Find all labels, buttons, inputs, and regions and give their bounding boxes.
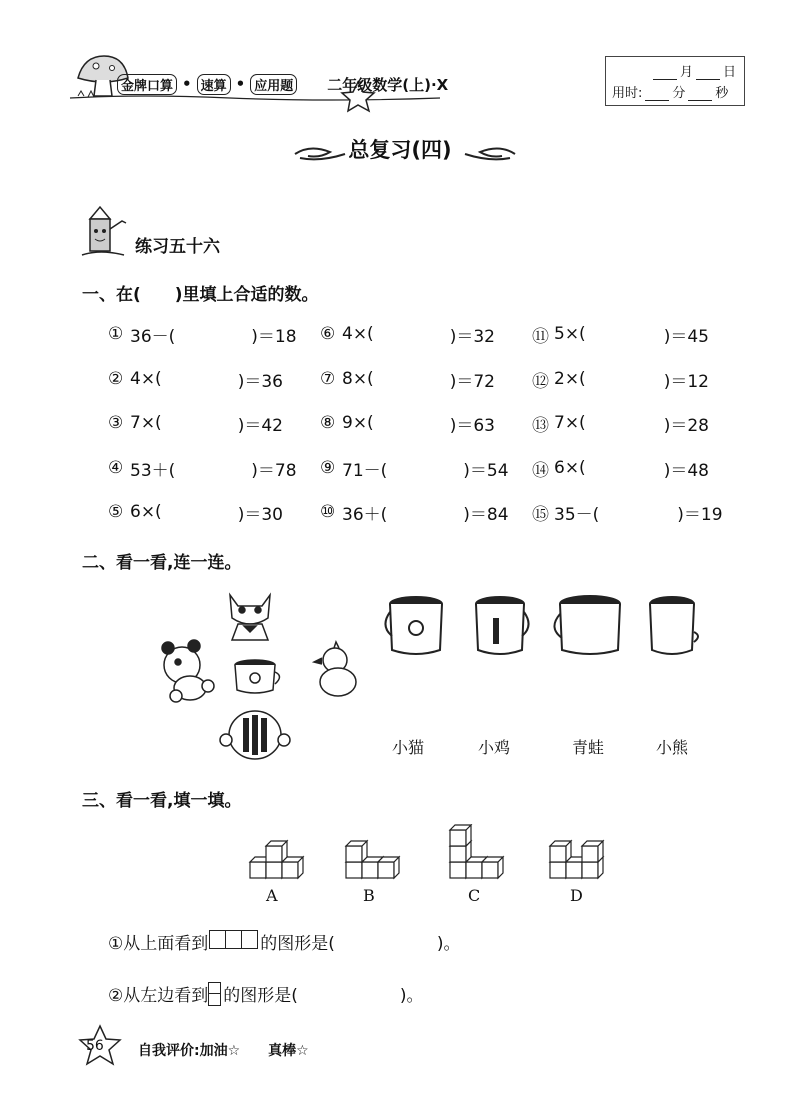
equation-number: ⑮ (532, 504, 549, 525)
equation-item (532, 322, 709, 346)
cup-label-chick: 小鸡 (478, 738, 511, 757)
section-2-heading: 二、看一看,连一连。 (82, 553, 242, 573)
cup-1-icon (385, 597, 442, 654)
figure-b (346, 841, 399, 878)
date-time-box (605, 56, 745, 106)
equation-right: )＝54 (463, 460, 509, 481)
equation-right: )＝30 (237, 504, 283, 525)
equation-item (108, 367, 283, 391)
equation-number: ⑩ (320, 502, 336, 522)
month-label: 月 (679, 65, 693, 80)
figure-d (550, 841, 603, 878)
equation-number: ⑥ (320, 324, 336, 344)
equation-right: )＝78 (251, 460, 297, 481)
equation-left: 35－( (554, 504, 600, 525)
cup-label-frog: 青蛙 (572, 738, 605, 757)
section-3-heading: 三、看一看,填一填。 (82, 791, 242, 811)
equation-item (532, 456, 709, 480)
figure-c (450, 825, 503, 878)
q2-text-before: ②从左边看到 (108, 986, 209, 1006)
equation-left: 6×( (130, 502, 162, 522)
cups-picture (380, 592, 710, 662)
equation-item (320, 456, 509, 480)
q2-answer-blank[interactable]: 的图形是( )。 (223, 986, 424, 1006)
exercise-title: 练习五十六 (135, 237, 220, 257)
equation-left: 7×( (554, 413, 586, 433)
day-label: 日 (722, 65, 736, 80)
figure-a (250, 841, 303, 878)
cup-4-icon (650, 597, 698, 654)
equation-right: )＝42 (237, 415, 283, 436)
header-series: 金牌口算 • 速算 • 应用题 二年级数学(上)·X (115, 71, 555, 97)
equation-number: ⑭ (532, 460, 549, 481)
equation-number: ⑧ (320, 413, 336, 433)
equation-item (108, 500, 283, 524)
equation-number: ④ (108, 458, 124, 478)
three-squares-icon (210, 930, 258, 954)
equation-right: )＝48 (663, 460, 709, 481)
equation-left: 4×( (130, 369, 162, 389)
equation-number: ⑤ (108, 502, 124, 522)
equation-item (108, 456, 297, 480)
equation-number: ⑫ (532, 371, 549, 392)
date-row (650, 61, 736, 80)
minute-label: 分 (672, 86, 686, 101)
self-evaluation: 自我评价:加油☆ 真棒☆ (138, 1043, 309, 1059)
equation-number: ⑬ (532, 415, 549, 436)
equation-number: ⑪ (532, 326, 549, 347)
figure-label-c: C (468, 886, 481, 905)
bear-figure (162, 640, 214, 702)
equation-number: ⑦ (320, 369, 336, 389)
series-part-1: 金牌口算 (117, 74, 177, 95)
q1-answer-blank[interactable]: 的图形是( )。 (260, 934, 461, 954)
equation-left: 6×( (554, 458, 586, 478)
equation-left: 71－( (342, 460, 388, 481)
equation-right: )＝18 (251, 326, 297, 347)
equation-number: ② (108, 369, 124, 389)
grade-label: 二年级数学(上)·X (327, 75, 449, 94)
second-label: 秒 (715, 86, 729, 101)
equation-left: 5×( (554, 324, 586, 344)
animals-picture (160, 590, 390, 765)
center-cup-figure (235, 660, 280, 693)
question-2 (108, 981, 424, 1006)
cup-2-icon (476, 597, 529, 654)
equation-right: )＝63 (449, 415, 495, 436)
frog-figure (220, 711, 290, 759)
equation-right: )＝45 (663, 326, 709, 347)
figure-label-a: A (266, 886, 278, 905)
equation-left: 2×( (554, 369, 586, 389)
series-part-3: 应用题 (250, 74, 297, 95)
page-title: 总复习(四) (348, 138, 452, 162)
page-number: 56 (86, 1038, 104, 1054)
question-1 (108, 929, 461, 954)
equation-item (320, 322, 495, 346)
equation-left: 7×( (130, 413, 162, 433)
cup-label-bear: 小熊 (656, 738, 689, 757)
equation-left: 9×( (342, 413, 374, 433)
equation-item (108, 322, 297, 346)
equation-item (532, 411, 709, 435)
equation-item (108, 411, 283, 435)
equation-number: ③ (108, 413, 124, 433)
time-row (612, 82, 728, 101)
chick-figure (314, 642, 356, 696)
equation-number: ⑨ (320, 458, 336, 478)
equation-right: )＝12 (663, 371, 709, 392)
equation-right: )＝28 (663, 415, 709, 436)
equation-item (320, 367, 495, 391)
equation-left: 53＋( (130, 460, 176, 481)
series-part-2: 速算 (197, 74, 231, 95)
q1-text-before: ①从上面看到 (108, 934, 209, 954)
time-label: 用时: (612, 86, 643, 101)
equation-left: 4×( (342, 324, 374, 344)
equation-left: 36＋( (342, 504, 388, 525)
cup-label-cat: 小猫 (392, 738, 425, 757)
cup-3-icon (554, 596, 620, 654)
equation-number: ① (108, 324, 124, 344)
section-1-heading: 一、在( )里填上合适的数。 (82, 285, 319, 305)
equation-right: )＝36 (237, 371, 283, 392)
equation-right: )＝19 (677, 504, 723, 525)
equation-right: )＝72 (449, 371, 495, 392)
equation-item (320, 411, 495, 435)
equation-left: 8×( (342, 369, 374, 389)
equation-right: )＝32 (449, 326, 495, 347)
equation-left: 36－( (130, 326, 176, 347)
figure-label-d: D (570, 886, 583, 905)
two-stacked-squares-icon (208, 982, 221, 1006)
pencil-mascot-icon (78, 205, 128, 261)
equation-right: )＝84 (463, 504, 509, 525)
equation-item (320, 500, 509, 524)
cat-figure (230, 595, 270, 640)
cube-figures (240, 824, 620, 886)
equation-item (532, 500, 723, 524)
equation-item (532, 367, 709, 391)
figure-label-b: B (363, 886, 375, 905)
